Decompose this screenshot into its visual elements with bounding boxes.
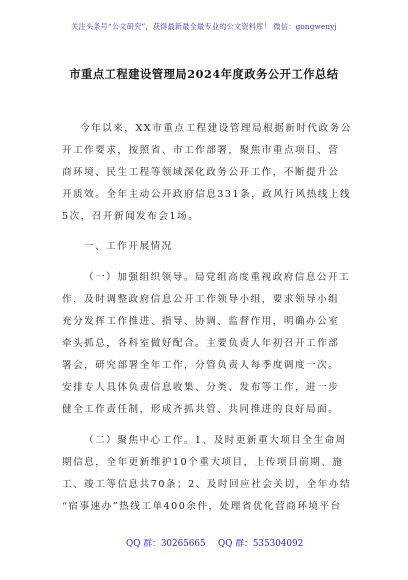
section-heading: 一、工作开展情况: [84, 241, 173, 252]
header-promo-note: 关注头条号“公文研究”，获得最新最全最专业的公文资料库！ 微信：gongwenyj: [71, 22, 337, 31]
body-line: 作，及时调整政府信息公开工作领导小组，要求领导小组: [62, 294, 340, 305]
body-line: 工、竣工等信息共70条；2、及时回应社会关切，全年办结: [62, 479, 352, 490]
body-line: 开工作要求，按照省、市工作部署，聚焦市重点项目、营: [62, 145, 340, 156]
body-line: 5次，召开新闻发布会1场。: [62, 211, 200, 222]
body-line: （一）加强组织领导。局党组高度重视政府信息公开工: [84, 272, 351, 283]
footer: [0, 536, 408, 550]
body-line: 今年以来，XX市重点工程建设管理局根据新时代政务公: [80, 123, 352, 134]
body-line: （二）聚焦中心工作。1、及时更新重大项目全生命周: [84, 435, 347, 446]
body-line: 署会，研究部署全年工作，分管负责人每季度调度一次。: [62, 360, 340, 371]
body-line: 安排专人具体负责信息收集、分类、发布等工作，进一步: [62, 382, 340, 393]
body-line: 期信息，全年更新维护10个重大项目，上传项目前期、施: [62, 457, 344, 468]
footer-qq-group-1: QQ 群：30265665: [126, 539, 206, 549]
body-line: 充分发挥工作推进、指导、协调、监督作用，明确办公室: [62, 316, 340, 327]
footer-qq-group-2: QQ 群：535304092: [218, 539, 304, 549]
body-line: 健全工作责任制，形成齐抓共管、共同推进的良好局面。: [62, 404, 340, 415]
body-line: “宿事速办”热线工单400余件，处理省优化营商环境平台: [62, 501, 342, 512]
document-title: 市重点工程建设管理局2024年度政务公开工作总结: [69, 67, 339, 81]
body-line: 牵头抓总，各科室做好配合。主要负责人年初召开工作部: [62, 338, 340, 349]
body-line: 开质效。全年主动公开政府信息331条，政风行风热线上线: [62, 189, 352, 200]
body-line: 商环境、民生工程等领域深化政务公开工作，不断提升公: [62, 167, 340, 178]
